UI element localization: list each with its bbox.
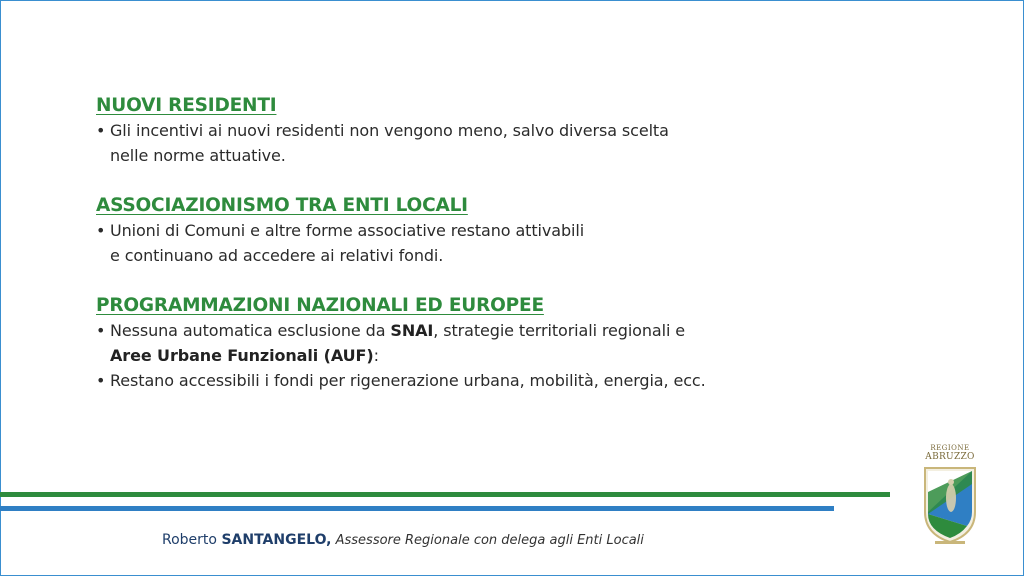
footer-last-name: SANTANGELO, [221, 532, 332, 548]
bullet-item [96, 318, 856, 343]
bullet-item [96, 118, 856, 143]
bullet-item [96, 368, 856, 393]
bullet-text: Gli incentivi ai nuovi residenti non vengono meno, salvo diversa scelta [110, 121, 669, 140]
bullet-item [96, 218, 856, 243]
bullet-continuation [96, 343, 856, 368]
section-nuovi-residenti [96, 94, 856, 168]
bullet-dot: • [96, 321, 106, 340]
section-heading: PROGRAMMAZIONI NAZIONALI ED EUROPEE [96, 295, 544, 316]
section-associazionismo [96, 194, 856, 268]
footer-role: Assessore Regionale con delega agli Enti Locali [331, 533, 644, 548]
section-programmazioni [96, 294, 856, 393]
bullet-bold-auf: Aree Urbane Funzionali (AUF) [110, 346, 374, 365]
logo-title [921, 444, 979, 462]
bullet-dot: • [96, 121, 106, 140]
divider-green [0, 492, 890, 497]
logo-line1: REGIONE [930, 444, 970, 452]
bullet-text: Nessuna automatica esclusione da [110, 321, 391, 340]
bullet-text: Unioni di Comuni e altre forme associative restano attivabili [110, 221, 585, 240]
bullet-continuation: nelle norme attuative. [110, 146, 286, 165]
slide-content [96, 94, 856, 419]
divider-blue [0, 506, 834, 511]
footer-signature [162, 532, 644, 548]
bullet-bold-snai: SNAI [390, 321, 434, 340]
coat-of-arms-icon [921, 462, 979, 546]
section-heading: NUOVI RESIDENTI [96, 95, 277, 116]
footer-first-name: Roberto [162, 532, 222, 548]
bullet-dot: • [96, 371, 106, 390]
bullet-text: : [373, 346, 379, 365]
bullet-continuation: e continuano ad accedere ai relativi fondi. [110, 246, 444, 265]
regione-abruzzo-logo [921, 444, 979, 548]
section-heading: ASSOCIAZIONISMO TRA ENTI LOCALI [96, 195, 468, 216]
bullet-text: Restano accessibili i fondi per rigenerazione urbana, mobilità, energia, ecc. [110, 371, 706, 390]
bullet-dot: • [96, 221, 106, 240]
logo-line2: ABRUZZO [925, 452, 975, 462]
bullet-text: , strategie territoriali regionali e [433, 321, 686, 340]
